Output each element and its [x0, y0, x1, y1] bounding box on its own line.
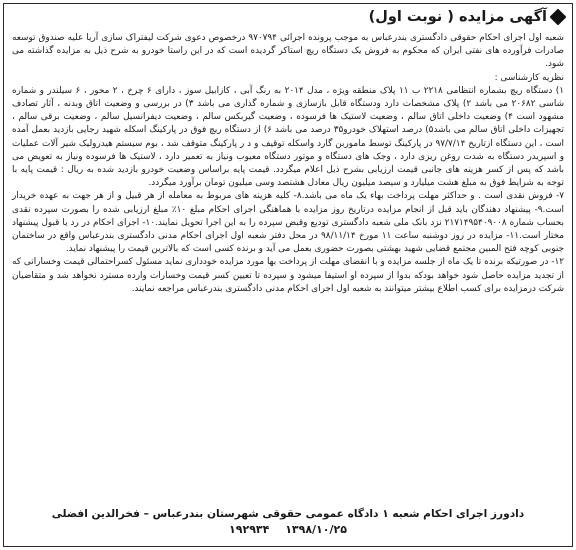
notice-header: [369, 6, 564, 28]
diamond-bullet-icon: [550, 9, 567, 26]
expert-report-paragraph: ۱) دستگاه ریچ بشماره انتظامی ۲۲۱۸ ب ۱۱ پلاک منطقه ویژه ، مدل ۲۰۱۴ به رنگ آبی ، کازابیل سوز ، دارای ۶ چرخ ، ۲ محور ، ۶ سیلندر و شماره شاسی ۲۰۶۸۲ می باشد ۲) پلاک مشخصات دارد ودستگاه قابل بازسازی و شماره گذاری می باشد ۳) در بررسی و وضعیت اتاق وبدنه ، آثار تصادف مشهود است ۴) وضعیت داخلی اتاق سالم ، وضعیت لاستیک ها فرسوده ، وضعیت گیربکس سالم ، وضعیت دیفرانسیل سالم ، وضعیت برقی سالم ، تجهیزات داخلی اتاق سالم می باشد۵) درصد استهلاک خودرو۳۵ درصد می باشد ۶) از دستگاه ریچ فوق در پارکینگ اسکله شهید رجایی بازدید بعمل آمده است ، این دستگاه ازتاریخ ۹۷/۷/۱۴ در پارکینگ توسط ماموربن گارد واسکله توقیف و د ر پارکینگ متوقف شد ، بوم سیستم هیدرولیک شیر آلات عملیات و اسپریدر دستگاه به شدت روغن ریزی دارد ، وجک های دستگاه و موتور دستگاه معیوب ونیاز به تعمیر دارد ، لاستیک ها فرسوده ونیاز به تعویض می باشد که پس از کسر هزینه های جانبی قیمت ارزیابی بشرح ذیل اعلام میگردد. قیمت پایه براساس وضعیت خودرو بازدید شده به ریال : قیمت پایه با توجه به شرایط فوق به مبلغ هشت میلیارد و سیصد میلیون ریال معادل هشتصد وسی میلیون تومان برآورد میگردد.: [12, 85, 565, 189]
date-ref-line: [12, 522, 564, 538]
default-terms-paragraph: ۱۲- در صورتیکه برنده تا یک ماه از جلسه مزایده و با انقضای مهلت از پرداخت بها مورد مزایده خودداری نماید مسئول کسراحتمالی قیمت وخساراتی که از تجدید مزایده حاصل شود خواهد بودکه بدوا از سپرده او استیفا میشود و سپرده تا تعیین کسر قیمت وخسارات وارده مسترد نخواهد شد و متقاضیان شرکت درمزایده برای کسب اطلاع بیشتر میتوانند به شعبه اول اجرای احکام مدنی دادگستری بندرعباس مراجعه نمایند.: [12, 257, 564, 294]
notice-title: آگهی مزایده ( نوبت اول): [368, 9, 547, 25]
signature-line: دادورز اجرای احکام شعبه ۱ دادگاه عمومی حقوقی شهرستان بندرعباس – فخرالدین افضلی: [51, 508, 525, 520]
notice-footer: [12, 507, 564, 538]
expert-heading: نظریه کارشناسی :: [494, 72, 564, 83]
notice-ref-number: ۱۹۲۹۳۴: [229, 523, 270, 536]
notice-intro: شعبه اول اجرای احکام حقوقی دادگستری بندرعباس به موجب پرونده اجرائی ۹۷۰۷۹۴ درخصوص دعوی شرکت لیفتراک سازی آریا علیه صندوق توسعه صادرات فرآورده های نفتی ایران که محکوم به فروش یک دستگاه ریچ استاکر گردیده است که در این راستا خودرو به شرح ذیل به مزایده گذاشته می شود.: [12, 33, 564, 70]
notice-body: [12, 32, 564, 296]
terms-paragraph: ۷- فروش نقدی است . و حداکثر مهلت پرداخت بهاء یک ماه می باشد.۸- کلیه هزینه های مربوط به معامله از هر قبیل و از هر جهت به عهده خریدار است.۹- پیشنهاد دهندگان باید قبل از انجام مزایده درتاریخ روز مزایده با هماهنگی اجرای احکام مبلغ ۱۰٪ مبلغ ارزیابی شده را بصورت سپرده نقدی بحساب شماره ۲۱۷۱۴۹۵۴۰۹۰۰۸ نزد بانک ملی شعبه دادگستری تودیع وقبض سپرده را به این اجرا تحویل نمایند.۱۰- اجرای احکام در رد یا قبول پیشنهاد مختار است.۱۱- مزایده در روز دوشنبه ساعت ۱۱ مورخ ۹۸/۱۱/۱۴ در محل دفتر شعبه اول اجرای احکام مدنی دادگستری بندرعباس واقع در ساختمان جنوبی کوچه فتح المبین مجتمع قضایی شهید بهشتی بصورت حضوری بعمل می آید و برنده کسی است که بالاترین قیمت را پیشنهاد نماید.: [12, 191, 565, 255]
notice-date: ۱۳۹۸/۱۰/۲۵: [285, 523, 347, 536]
